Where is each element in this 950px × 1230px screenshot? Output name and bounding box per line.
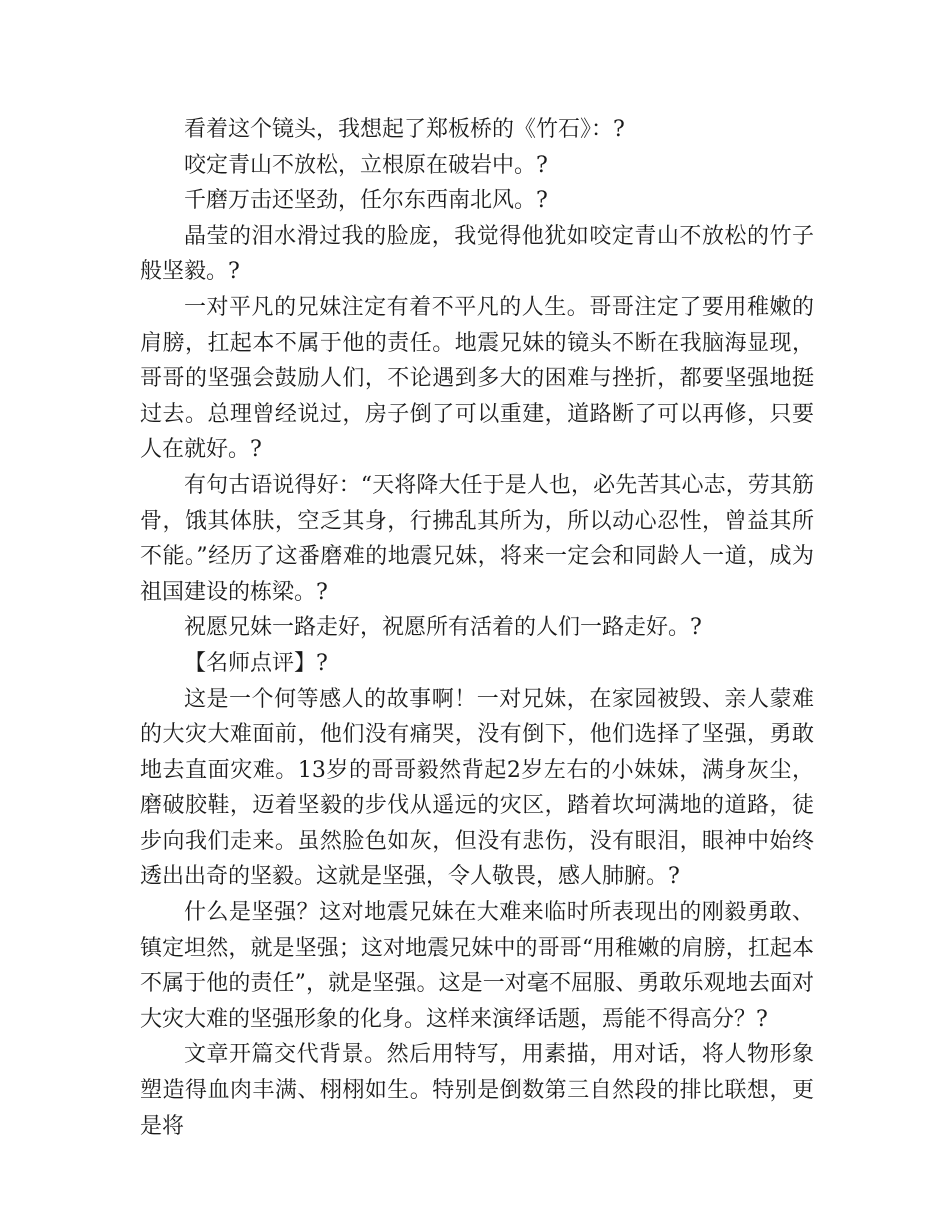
document-body — [140, 112, 814, 1144]
paragraph: 这是一个何等感人的故事啊！一对兄妹，在家园被毁、亲人蒙难的大灾大难面前，他们没有痛哭，没有倒下，他们选择了坚强，勇敢地去直面灾难。13岁的哥哥毅然背起2岁左右的小妹妹，满身灰尘，磨破胶鞋，迈着坚毅的步伐从遥远的灾区，踏着坎坷满地的道路，徒步向我们走来。虽然脸色如灰，但没有悲伤，没有眼泪，眼神中始终透出出奇的坚毅。这就是坚强，令人敬畏，感人肺腑。? — [140, 686, 814, 890]
paragraph: 晶莹的泪水滑过我的脸庞，我觉得他犹如咬定青山不放松的竹子般坚毅。? — [140, 223, 814, 285]
paragraph: 什么是坚强？这对地震兄妹在大难来临时所表现出的刚毅勇敢、镇定坦然，就是坚强；这对地震兄妹中的哥哥“用稚嫩的肩膀，扛起本不属于他的责任”，就是坚强。这是一对毫不屈服、勇敢乐观地去面对大灾大难的坚强形象的化身。这样来演绎话题，焉能不得高分？? — [140, 900, 814, 1032]
paragraph: 看着这个镜头，我想起了郑板桥的《竹石》：? — [184, 117, 625, 142]
paragraph: 咬定青山不放松，立根原在破岩中。? — [184, 152, 548, 178]
paragraph: 千磨万击还坚劲，任尔东西南北风。? — [184, 188, 548, 214]
section-heading: 【名师点评】? — [184, 650, 328, 676]
paragraph: 一对平凡的兄妹注定有着不平凡的人生。哥哥注定了要用稚嫩的肩膀，扛起本不属于他的责任。地震兄妹的镜头不断在我脑海显现，哥哥的坚强会鼓励人们，不论遇到多大的困难与挫折，都要坚强地挺过去。总理曾经说过，房子倒了可以重建，道路断了可以再修，只要人在就好。? — [140, 294, 814, 463]
paragraph: 文章开篇交代背景。然后用特写，用素描，用对话，将人物形象塑造得血肉丰满、栩栩如生。特别是倒数第三自然段的排比联想，更是将 — [140, 1042, 814, 1139]
paragraph: 有句古语说得好：“天将降大任于是人也，必先苦其心志，劳其筋骨，饿其体肤，空乏其身，行拂乱其所为，所以动心忍性，曾益其所不能。”经历了这番磨难的地震兄妹，将来一定会和同龄人一道，成为祖国建设的栋梁。? — [140, 472, 814, 605]
paragraph: 祝愿兄妹一路走好，祝愿所有活着的人们一路走好。? — [184, 615, 702, 641]
